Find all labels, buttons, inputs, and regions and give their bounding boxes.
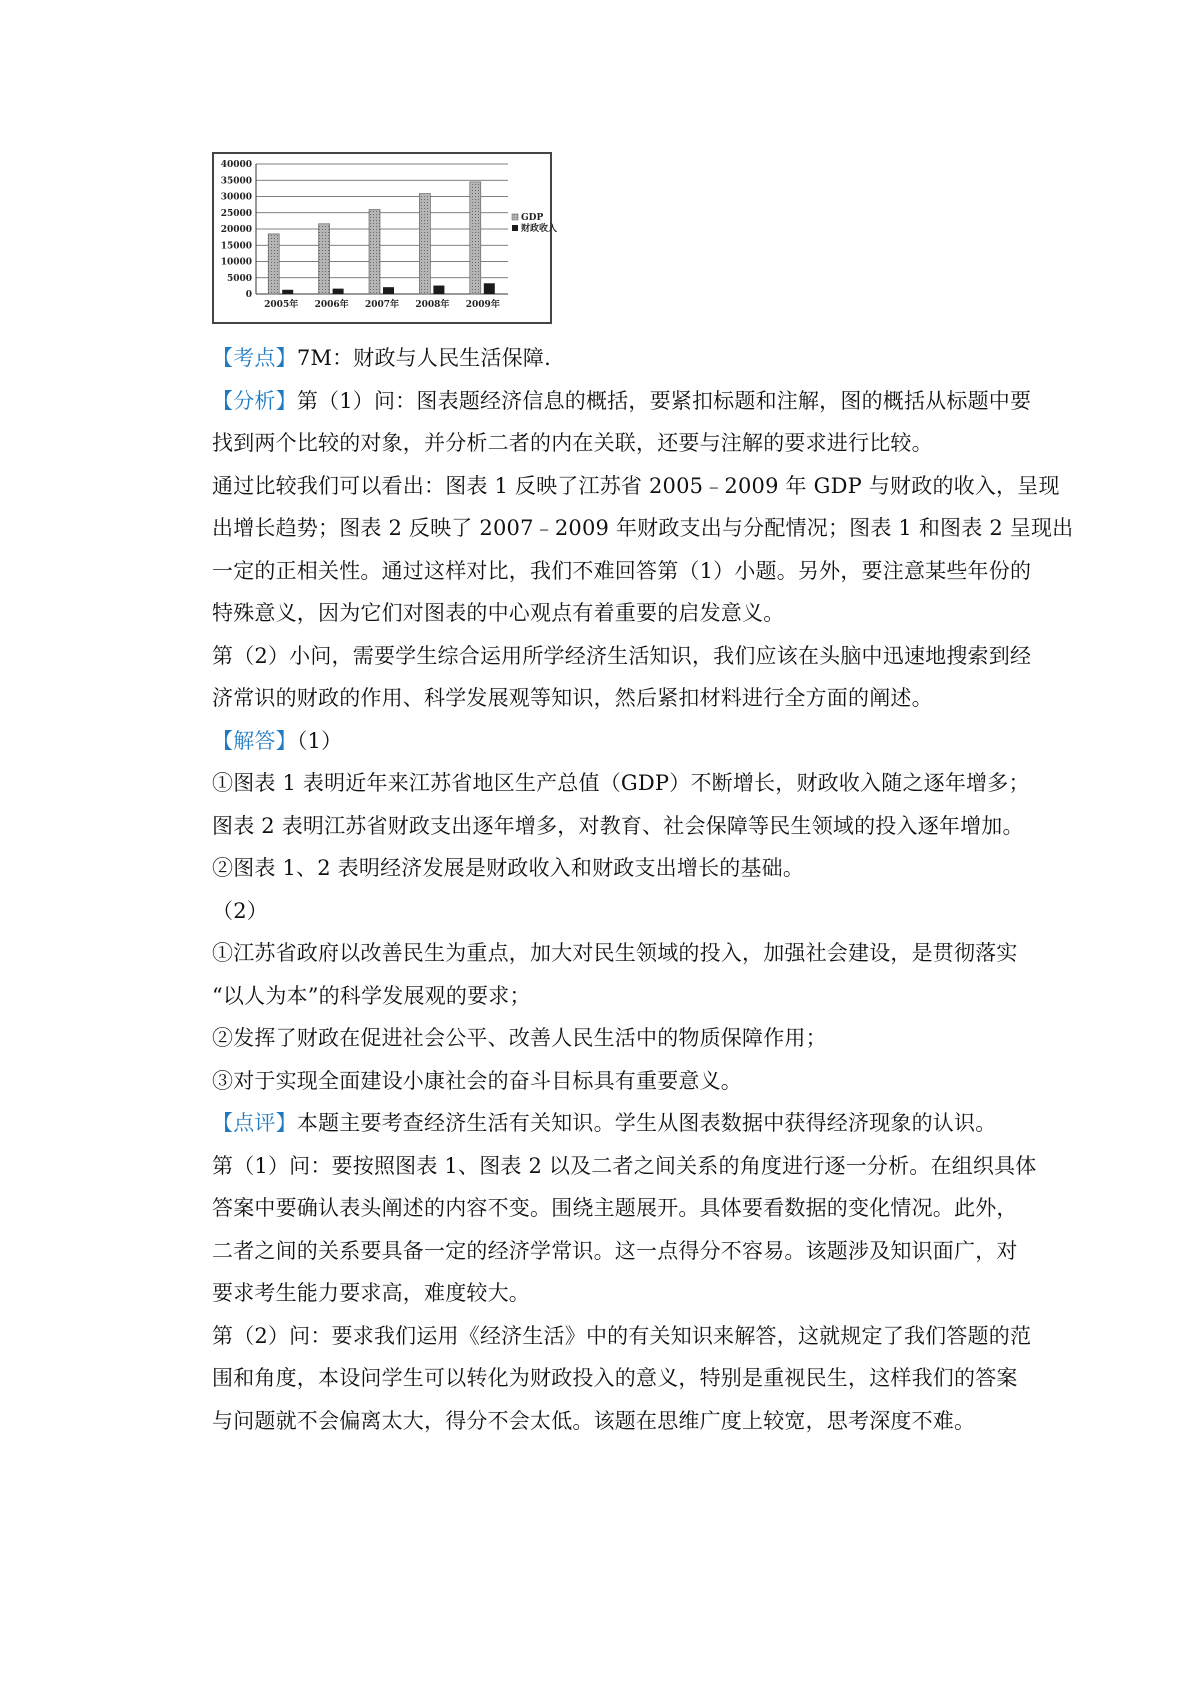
kaodian-text: 7M：财政与人民生活保障.: [296, 346, 551, 370]
dianping-line: 答案中要确认表头阐述的内容不变。围绕主题展开。具体要看数据的变化情况。此外，: [212, 1196, 1018, 1220]
legend-label-gdp: GDP: [521, 213, 544, 223]
dianping-line: 要求考生能力要求高，难度较大。: [212, 1281, 530, 1305]
jieda-line: ①图表 1 表明近年来江苏省地区生产总值（GDP）不断增长，财政收入随之逐年增多；: [212, 771, 1030, 795]
gdp-bar: [470, 182, 481, 294]
dianping-line: [212, 1102, 1032, 1145]
gdp-bar: [268, 234, 279, 294]
x-tick-label: 2005年: [264, 300, 299, 310]
jieda-line: ②图表 1、2 表明经济发展是财政收入和财政支出增长的基础。: [212, 856, 805, 880]
y-tick-label: 25000: [220, 208, 252, 219]
jieda-tag: 【解答】: [212, 728, 297, 753]
dianping-line: 与问题就不会偏离太大，得分不会太低。该题在思维广度上较宽，思考深度不难。: [212, 1408, 976, 1433]
jieda-text: （1）: [296, 728, 343, 753]
fenxi-text: 第（1）问：图表题经济信息的概括，要紧扣标题和注解，图的概括从标题中要: [296, 388, 1032, 413]
gdp-bar: [319, 224, 330, 294]
revenue-bar: [433, 286, 444, 294]
x-tick-label: 2009年: [465, 300, 500, 310]
fenxi-line: 特殊意义，因为它们对图表的中心观点有着重要的启发意义。: [212, 601, 785, 625]
x-tick-label: 2007年: [364, 300, 400, 310]
revenue-bar: [383, 287, 394, 294]
fenxi-line: 一定的正相关性。通过这样对比，我们不难回答第（1）小题。另外，要注意某些年份的: [212, 558, 1032, 583]
fenxi-tag: 【分析】: [212, 388, 297, 413]
y-tick-label: 10000: [220, 257, 252, 268]
x-tick-label: 2008年: [415, 300, 450, 310]
y-tick-label: 20000: [220, 225, 252, 235]
x-tick-label: 2006年: [314, 300, 349, 310]
fenxi-line: 济常识的财政的作用、科学发展观等知识，然后紧扣材料进行全方面的阐述。: [212, 686, 933, 710]
jieda-line: “以人为本”的科学发展观的要求；: [212, 983, 531, 1008]
gdp-bar: [369, 210, 380, 295]
legend-swatch-revenue: [512, 225, 518, 231]
revenue-bar: [333, 289, 344, 294]
y-tick-label: 0: [245, 290, 252, 300]
jieda-line: 图表 2 表明江苏省财政支出逐年增多，对教育、社会保障等民生领域的投入逐年增加。: [212, 813, 1024, 838]
dianping-text: 本题主要考查经济生活有关知识。学生从图表数据中获得经济现象的认识。: [296, 1111, 997, 1135]
dianping-line: 围和角度，本设问学生可以转化为财政投入的意义，特别是重视民生，这样我们的答案: [212, 1366, 1018, 1390]
jieda-line: ③对于实现全面建设小康社会的奋斗目标具有重要意义。: [212, 1068, 742, 1093]
revenue-bar: [282, 290, 293, 294]
kaodian-tag: 【考点】: [212, 346, 297, 370]
gdp-bar: [419, 194, 430, 294]
dianping-line: 第（2）问：要求我们运用《经济生活》中的有关知识来解答，这就规定了我们答题的范: [212, 1323, 1032, 1348]
dianping-line: 第（1）问：要按照图表 1、图表 2 以及二者之间关系的角度进行逐一分析。在组织具体: [212, 1153, 1037, 1178]
y-tick-label: 5000: [226, 273, 252, 284]
bar-chart: [212, 152, 558, 324]
fenxi-line: 找到两个比较的对象，并分析二者的内在关联，还要与注解的要求进行比较。: [212, 431, 933, 455]
kaodian-line: [212, 337, 1032, 380]
revenue-bar: [484, 283, 495, 294]
fenxi-line: [212, 380, 1032, 423]
jieda-line: （2）: [212, 898, 268, 923]
dianping-line: 二者之间的关系要具备一定的经济学常识。这一点得分不容易。该题涉及知识面广，对: [212, 1238, 1018, 1263]
dianping-tag: 【点评】: [212, 1111, 297, 1135]
answer-text: [212, 337, 1074, 1442]
fenxi-line: 出增长趋势；图表 2 反映了 2007﹣2009 年财政支出与分配情况；图表 1 和图表 2 呈现出: [212, 516, 1074, 540]
fenxi-line: 第（2）小问，需要学生综合运用所学经济生活知识，我们应该在头脑中迅速地搜索到经: [212, 643, 1032, 668]
bar-chart-svg: [214, 154, 558, 322]
legend-swatch-gdp: [512, 214, 518, 220]
y-tick-label: 15000: [220, 241, 252, 252]
y-tick-label: 30000: [220, 192, 252, 203]
y-tick-label: 35000: [220, 176, 252, 187]
legend-label-revenue: 财政收入: [521, 224, 558, 234]
jieda-line: [212, 720, 1032, 763]
jieda-line: ②发挥了财政在促进社会公平、改善人民生活中的物质保障作用；: [212, 1026, 827, 1050]
fenxi-line: 通过比较我们可以看出：图表 1 反映了江苏省 2005﹣2009 年 GDP 与财政的收入，呈现: [212, 473, 1060, 498]
y-tick-label: 40000: [220, 160, 252, 170]
jieda-line: ①江苏省政府以改善民生为重点，加大对民生领域的投入，加强社会建设，是贯彻落实: [212, 941, 1018, 965]
